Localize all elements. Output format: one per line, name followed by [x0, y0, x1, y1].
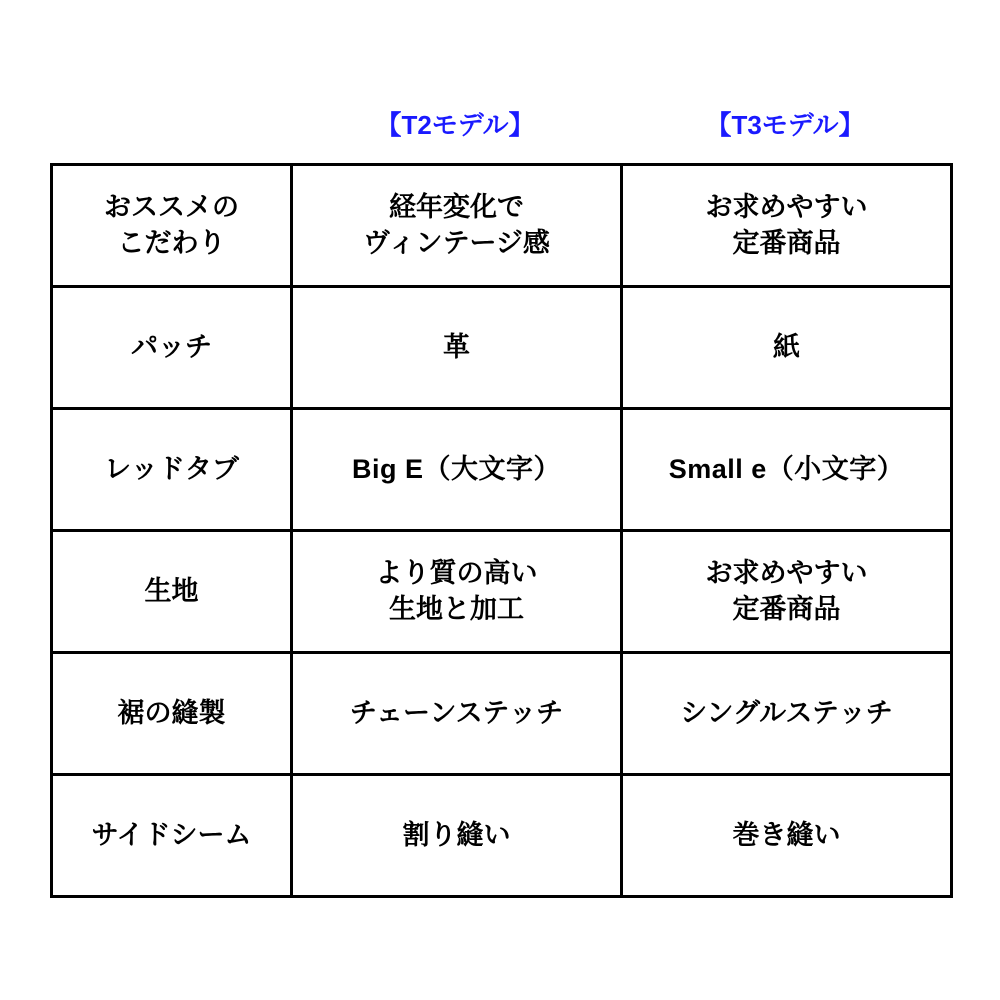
spec-comparison-table: [50, 163, 953, 898]
column-header-t3: 【T3モデル】: [705, 109, 865, 140]
cell-line: お求めやすい: [705, 191, 868, 222]
cell-line: レッドタブ: [104, 453, 239, 484]
table-row: [52, 653, 952, 775]
cell-line: 定番商品: [732, 227, 841, 258]
cell-t3-red-tab: [622, 409, 952, 531]
cell-t3-hem-stitch: [622, 653, 952, 775]
cell-line: 定番商品: [732, 593, 841, 624]
cell-t3-patch: [622, 287, 952, 409]
cell-line: より質の高い: [375, 557, 538, 588]
cell-line: 生地: [144, 575, 199, 606]
cell-t2-patch: [292, 287, 622, 409]
table-row: [52, 165, 952, 287]
cell-line: サイドシーム: [91, 819, 252, 850]
row-label-hem-stitch: [52, 653, 292, 775]
cell-t2-side-seam: [292, 775, 622, 897]
row-label-patch: [52, 287, 292, 409]
row-label-side-seam: [52, 775, 292, 897]
table-row: [52, 775, 952, 897]
cell-t3-side-seam: [622, 775, 952, 897]
cell-t3-osusume: [622, 165, 952, 287]
row-label-osusume: [52, 165, 292, 287]
table-row: [52, 531, 952, 653]
column-header-t2: 【T2モデル】: [375, 109, 535, 140]
cell-line: おススメの: [104, 191, 239, 222]
cell-line: 裾の縫製: [117, 697, 226, 728]
cell-t2-hem-stitch: [292, 653, 622, 775]
cell-line: こだわり: [117, 227, 226, 258]
cell-line: 紙: [773, 331, 800, 362]
row-label-fabric: [52, 531, 292, 653]
cell-line: 革: [443, 331, 470, 362]
cell-line: Big E（大文字）: [351, 453, 561, 484]
cell-t2-osusume: [292, 165, 622, 287]
cell-line: Small e（小文字）: [668, 453, 905, 484]
column-header-row: [50, 100, 950, 150]
table-row: [52, 409, 952, 531]
cell-line: お求めやすい: [705, 557, 868, 588]
cell-t2-fabric: [292, 531, 622, 653]
cell-line: シングルステッチ: [680, 697, 893, 728]
cell-line: 割り縫い: [402, 819, 511, 850]
row-label-red-tab: [52, 409, 292, 531]
cell-line: 巻き縫い: [732, 819, 841, 850]
cell-t3-fabric: [622, 531, 952, 653]
cell-line: チェーンステッチ: [349, 697, 564, 728]
cell-t2-red-tab: [292, 409, 622, 531]
cell-line: 生地と加工: [389, 593, 524, 624]
cell-line: 経年変化で: [389, 191, 524, 222]
cell-line: ヴィンテージ感: [363, 227, 550, 258]
cell-line: パッチ: [131, 331, 212, 362]
table-row: [52, 287, 952, 409]
